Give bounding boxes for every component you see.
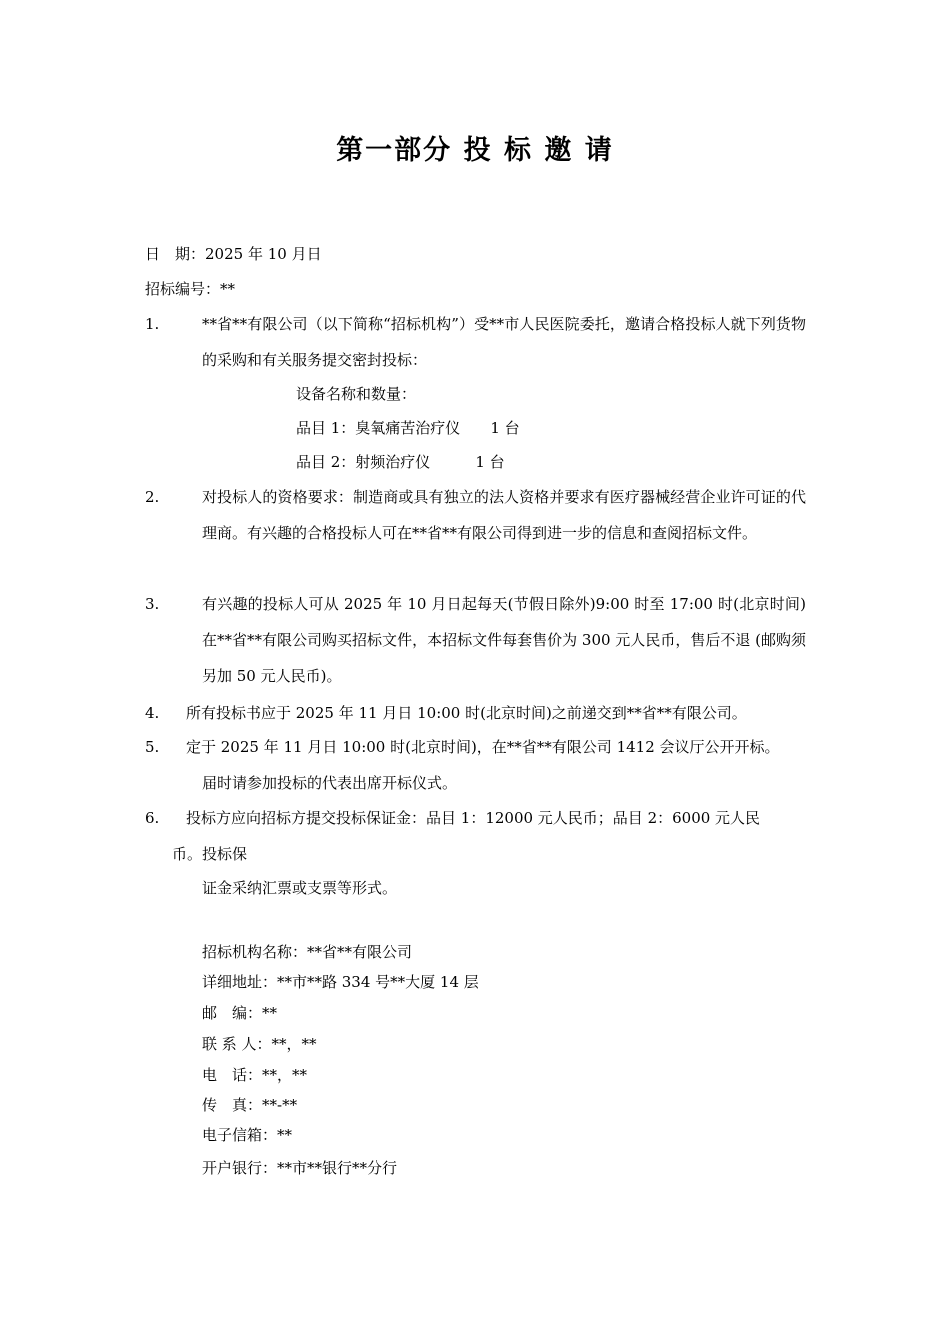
item-6-number: 6.: [145, 809, 160, 827]
item-2-number: 2.: [145, 488, 160, 506]
item-3-number: 3.: [145, 595, 160, 613]
item-5-number: 5.: [145, 738, 160, 756]
postcode: 邮 编：**: [202, 1004, 278, 1022]
org-address: 详细地址：**市**路 334 号**大厦 14 层: [202, 973, 479, 991]
page-title: 第一部分 投 标 邀 请: [336, 135, 614, 166]
item-6-text-line3: 证金采纳汇票或支票等形式。: [202, 879, 398, 897]
item-5-text-line2: 届时请参加投标的代表出席开标仪式。: [202, 774, 458, 792]
item-4-text: 所有投标书应于 2025 年 11 月日 10:00 时(北京时间)之前递交到**省**有限公司。: [186, 704, 747, 722]
item-6-text-line1: 投标方应向招标方提交投标保证金：品目 1：12000 元人民币；品目 2：6000 元人民: [186, 809, 761, 827]
contact-person: 联 系 人：**，**: [202, 1035, 317, 1053]
email: 电子信箱：**: [202, 1126, 293, 1144]
bank: 开户银行：**市**银行**分行: [202, 1159, 398, 1177]
date-line: 日 期：2025 年 10 月日: [145, 245, 322, 263]
item-2-text: 对投标人的资格要求：制造商或具有独立的法人资格并要求有医疗器械经营企业许可证的代理商。有兴趣的合格投标人可在**省**有限公司得到进一步的信息和查阅招标文件。: [202, 488, 806, 542]
phone: 电 话：**，**: [202, 1066, 308, 1084]
item-4-number: 4.: [145, 704, 160, 722]
item-1-text: **省**有限公司（以下简称“招标机构”）受**市人民医院委托，邀请合格投标人就下列货物的采购和有关服务提交密封投标：: [202, 315, 806, 369]
item-1-number: 1.: [145, 315, 160, 333]
product-line-2: 品目 2：射频治疗仪 1 台: [296, 453, 505, 471]
item-3-text: 有兴趣的投标人可从 2025 年 10 月日起每天(节假日除外)9:00 时至 17:00 时(北京时间)在**省**有限公司购买招标文件，本招标文件每套售价为 300 元人民币，售后不退 (邮购须另加 50 元人民币)。: [202, 595, 806, 685]
product-line-1: 品目 1：臭氧痛苦治疗仪 1 台: [296, 419, 520, 437]
item-6-text-line2: 币。投标保: [172, 845, 248, 863]
equipment-heading: 设备名称和数量：: [296, 385, 417, 403]
item-5-text-line1: 定于 2025 年 11 月日 10:00 时(北京时间)，在**省**有限公司 1412 会议厅公开开标。: [186, 738, 780, 756]
fax: 传 真：**-**: [202, 1096, 298, 1114]
org-name: 招标机构名称：**省**有限公司: [202, 943, 413, 961]
tender-number: 招标编号：**: [145, 280, 236, 298]
